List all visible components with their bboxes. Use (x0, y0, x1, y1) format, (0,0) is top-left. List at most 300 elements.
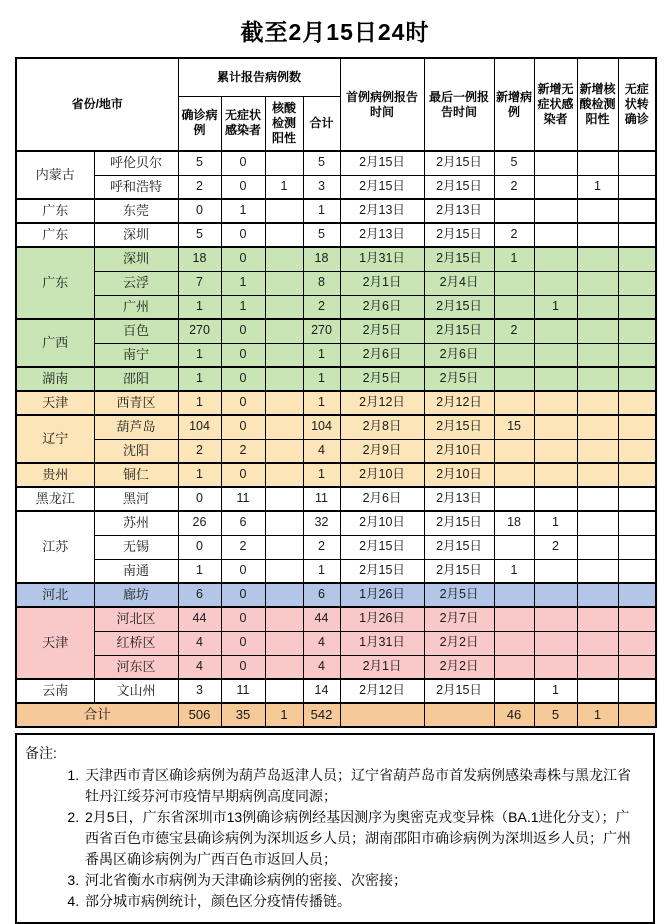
last-report-cell: 2月15日 (424, 319, 494, 343)
subtotal-cell: 44 (303, 607, 340, 631)
new-nucleic-cell (577, 271, 618, 295)
total-label-cell: 合计 (16, 703, 178, 727)
table-row (16, 199, 656, 223)
city-cell: 西青区 (94, 391, 178, 415)
note-item: 4. 部分城市病例统计，颜色区分疫情传播链。 (83, 891, 643, 912)
new-nucleic-cell (577, 655, 618, 679)
new-asymptomatic-cell (534, 367, 577, 391)
subtotal-cell: 4 (303, 631, 340, 655)
asym-to-confirmed-cell (618, 247, 656, 271)
new-asymptomatic-cell: 2 (534, 535, 577, 559)
asymptomatic-cell: 0 (221, 343, 265, 367)
city-cell: 呼伦贝尔 (94, 151, 178, 175)
table-row (16, 607, 656, 631)
new-cases-cell: 46 (494, 703, 534, 727)
first-report-cell: 2月6日 (340, 487, 424, 511)
asym-to-confirmed-cell (618, 439, 656, 463)
province-cell: 云南 (16, 679, 94, 703)
nucleic-cell (265, 487, 303, 511)
new-asymptomatic-cell: 5 (534, 703, 577, 727)
subtotal-cell: 1 (303, 391, 340, 415)
table-row (16, 295, 656, 319)
last-report-cell: 2月2日 (424, 655, 494, 679)
new-cases-cell (494, 607, 534, 631)
province-group (16, 511, 656, 583)
new-nucleic-cell (577, 631, 618, 655)
province-cell: 湖南 (16, 367, 94, 391)
subtotal-cell: 2 (303, 295, 340, 319)
confirmed-cell: 0 (178, 535, 221, 559)
city-cell: 东莞 (94, 199, 178, 223)
new-nucleic-cell (577, 223, 618, 247)
new-cases-cell (494, 391, 534, 415)
nucleic-cell (265, 343, 303, 367)
note-item: 3. 河北省衡水市病例为天津确诊病例的密接、次密接； (83, 870, 643, 891)
asym-to-confirmed-cell (618, 343, 656, 367)
nucleic-cell (265, 607, 303, 631)
subtotal-cell: 1 (303, 463, 340, 487)
first-report-cell: 1月31日 (340, 247, 424, 271)
subtotal-cell: 18 (303, 247, 340, 271)
city-cell: 廊坊 (94, 583, 178, 607)
province-cell: 广西 (16, 319, 94, 367)
asym-to-confirmed-cell (618, 151, 656, 175)
nucleic-cell (265, 679, 303, 703)
subtotal-cell: 32 (303, 511, 340, 535)
asym-to-confirmed-cell (618, 583, 656, 607)
nucleic-cell (265, 583, 303, 607)
new-nucleic-cell (577, 463, 618, 487)
subtotal-cell: 104 (303, 415, 340, 439)
case-table (15, 57, 657, 728)
asym-to-confirmed-cell (618, 511, 656, 535)
city-cell: 黑河 (94, 487, 178, 511)
confirmed-cell: 270 (178, 319, 221, 343)
city-cell: 云浮 (94, 271, 178, 295)
subtotal-cell: 1 (303, 199, 340, 223)
asym-to-confirmed-cell (618, 655, 656, 679)
last-report-cell: 2月15日 (424, 151, 494, 175)
asymptomatic-cell: 0 (221, 391, 265, 415)
province-cell: 广东 (16, 199, 94, 223)
header-asymptomatic: 无症状感染者 (221, 96, 265, 151)
asym-to-confirmed-cell (618, 199, 656, 223)
nucleic-cell (265, 655, 303, 679)
confirmed-cell: 4 (178, 655, 221, 679)
new-cases-cell (494, 583, 534, 607)
province-cell: 天津 (16, 391, 94, 415)
first-report-cell: 1月26日 (340, 583, 424, 607)
new-cases-cell (494, 439, 534, 463)
province-cell: 广东 (16, 247, 94, 319)
first-report-cell (340, 703, 424, 727)
asym-to-confirmed-cell (618, 607, 656, 631)
subtotal-cell: 11 (303, 487, 340, 511)
new-nucleic-cell (577, 679, 618, 703)
last-report-cell: 2月5日 (424, 583, 494, 607)
nucleic-cell (265, 223, 303, 247)
asymptomatic-cell: 0 (221, 583, 265, 607)
subtotal-cell: 4 (303, 439, 340, 463)
province-group (16, 607, 656, 679)
asym-to-confirmed-cell (618, 559, 656, 583)
header-province-city: 省份/地市 (16, 58, 178, 151)
asymptomatic-cell: 6 (221, 511, 265, 535)
first-report-cell: 2月13日 (340, 223, 424, 247)
asym-to-confirmed-cell (618, 271, 656, 295)
last-report-cell: 2月13日 (424, 487, 494, 511)
subtotal-cell: 1 (303, 367, 340, 391)
new-nucleic-cell (577, 367, 618, 391)
notes-label: 备注: (25, 745, 57, 761)
nucleic-cell: 1 (265, 175, 303, 199)
last-report-cell: 2月15日 (424, 247, 494, 271)
province-group (16, 367, 656, 391)
subtotal-cell: 5 (303, 223, 340, 247)
new-asymptomatic-cell: 1 (534, 511, 577, 535)
new-cases-cell: 18 (494, 511, 534, 535)
asymptomatic-cell: 0 (221, 247, 265, 271)
new-asymptomatic-cell (534, 271, 577, 295)
confirmed-cell: 6 (178, 583, 221, 607)
table-row (16, 247, 656, 271)
first-report-cell: 2月15日 (340, 559, 424, 583)
new-cases-cell: 5 (494, 151, 534, 175)
city-cell: 铜仁 (94, 463, 178, 487)
asymptomatic-cell: 0 (221, 319, 265, 343)
new-cases-cell (494, 535, 534, 559)
new-nucleic-cell: 1 (577, 703, 618, 727)
asym-to-confirmed-cell (618, 391, 656, 415)
nucleic-cell (265, 391, 303, 415)
notes-list (25, 765, 643, 912)
total-section (16, 703, 656, 727)
asymptomatic-cell: 35 (221, 703, 265, 727)
confirmed-cell: 506 (178, 703, 221, 727)
confirmed-cell: 3 (178, 679, 221, 703)
first-report-cell: 2月15日 (340, 151, 424, 175)
nucleic-cell (265, 511, 303, 535)
new-cases-cell (494, 655, 534, 679)
header-new-cases: 新增病例 (494, 58, 534, 151)
total-row (16, 703, 656, 727)
new-asymptomatic-cell (534, 631, 577, 655)
table-row (16, 151, 656, 175)
province-group (16, 151, 656, 199)
first-report-cell: 1月26日 (340, 607, 424, 631)
last-report-cell: 2月15日 (424, 295, 494, 319)
new-asymptomatic-cell (534, 319, 577, 343)
new-nucleic-cell (577, 295, 618, 319)
subtotal-cell: 8 (303, 271, 340, 295)
subtotal-cell: 270 (303, 319, 340, 343)
new-cases-cell: 2 (494, 175, 534, 199)
new-asymptomatic-cell (534, 151, 577, 175)
province-group (16, 679, 656, 703)
first-report-cell: 2月1日 (340, 271, 424, 295)
asymptomatic-cell: 0 (221, 175, 265, 199)
asym-to-confirmed-cell (618, 463, 656, 487)
asymptomatic-cell: 2 (221, 439, 265, 463)
subtotal-cell: 5 (303, 151, 340, 175)
new-asymptomatic-cell (534, 439, 577, 463)
table-row (16, 271, 656, 295)
last-report-cell: 2月15日 (424, 679, 494, 703)
nucleic-cell (265, 535, 303, 559)
new-asymptomatic-cell (534, 223, 577, 247)
confirmed-cell: 44 (178, 607, 221, 631)
province-cell: 河北 (16, 583, 94, 607)
nucleic-cell (265, 367, 303, 391)
new-cases-cell (494, 199, 534, 223)
subtotal-cell: 3 (303, 175, 340, 199)
province-group (16, 247, 656, 319)
new-cases-cell: 1 (494, 247, 534, 271)
new-nucleic-cell (577, 583, 618, 607)
nucleic-cell (265, 295, 303, 319)
new-nucleic-cell (577, 511, 618, 535)
confirmed-cell: 0 (178, 487, 221, 511)
asymptomatic-cell: 0 (221, 151, 265, 175)
asymptomatic-cell: 0 (221, 367, 265, 391)
header-new-asymptomatic: 新增无症状感染者 (534, 58, 577, 151)
asymptomatic-cell: 1 (221, 199, 265, 223)
new-nucleic-cell (577, 487, 618, 511)
city-cell: 百色 (94, 319, 178, 343)
nucleic-cell (265, 439, 303, 463)
province-group (16, 583, 656, 607)
last-report-cell: 2月15日 (424, 559, 494, 583)
nucleic-cell (265, 559, 303, 583)
new-nucleic-cell (577, 247, 618, 271)
new-asymptomatic-cell (534, 343, 577, 367)
city-cell: 呼和浩特 (94, 175, 178, 199)
province-cell: 天津 (16, 607, 94, 679)
table-row (16, 631, 656, 655)
asymptomatic-cell: 2 (221, 535, 265, 559)
table-row (16, 463, 656, 487)
last-report-cell: 2月6日 (424, 343, 494, 367)
first-report-cell: 1月31日 (340, 631, 424, 655)
note-item: 2. 2月5日，广东省深圳市13例确诊病例经基因测序为奥密克戎变异株（BA.1进化分支）；广西省百色市德宝县确诊病例为深圳返乡人员；湖南邵阳市确诊病例为深圳返乡人员；广州番禺区确诊病例为广西百色市返回人员； (83, 807, 643, 870)
confirmed-cell: 26 (178, 511, 221, 535)
last-report-cell: 2月4日 (424, 271, 494, 295)
first-report-cell: 2月13日 (340, 199, 424, 223)
asymptomatic-cell: 0 (221, 559, 265, 583)
subtotal-cell: 6 (303, 583, 340, 607)
table-header (16, 58, 656, 151)
new-cases-cell: 2 (494, 223, 534, 247)
table-row (16, 223, 656, 247)
last-report-cell: 2月15日 (424, 511, 494, 535)
asym-to-confirmed-cell (618, 175, 656, 199)
nucleic-cell: 1 (265, 703, 303, 727)
confirmed-cell: 2 (178, 439, 221, 463)
last-report-cell: 2月2日 (424, 631, 494, 655)
new-cases-cell: 2 (494, 319, 534, 343)
last-report-cell (424, 703, 494, 727)
province-group (16, 391, 656, 415)
subtotal-cell: 1 (303, 559, 340, 583)
confirmed-cell: 5 (178, 223, 221, 247)
new-nucleic-cell (577, 199, 618, 223)
new-asymptomatic-cell (534, 247, 577, 271)
first-report-cell: 2月12日 (340, 679, 424, 703)
city-cell: 无锡 (94, 535, 178, 559)
new-asymptomatic-cell (534, 655, 577, 679)
header-cumulative: 累计报告病例数 (178, 58, 340, 96)
nucleic-cell (265, 271, 303, 295)
asym-to-confirmed-cell (618, 223, 656, 247)
header-subtotal: 合计 (303, 96, 340, 151)
new-nucleic-cell (577, 559, 618, 583)
first-report-cell: 2月1日 (340, 655, 424, 679)
first-report-cell: 2月10日 (340, 511, 424, 535)
new-nucleic-cell (577, 391, 618, 415)
last-report-cell: 2月15日 (424, 223, 494, 247)
confirmed-cell: 2 (178, 175, 221, 199)
last-report-cell: 2月15日 (424, 175, 494, 199)
asymptomatic-cell: 11 (221, 679, 265, 703)
asym-to-confirmed-cell (618, 295, 656, 319)
last-report-cell: 2月7日 (424, 607, 494, 631)
last-report-cell: 2月15日 (424, 535, 494, 559)
subtotal-cell: 542 (303, 703, 340, 727)
table-row (16, 175, 656, 199)
table-row (16, 391, 656, 415)
province-group (16, 415, 656, 463)
nucleic-cell (265, 247, 303, 271)
nucleic-cell (265, 631, 303, 655)
city-cell: 南宁 (94, 343, 178, 367)
city-cell: 河东区 (94, 655, 178, 679)
first-report-cell: 2月10日 (340, 463, 424, 487)
new-asymptomatic-cell: 1 (534, 295, 577, 319)
nucleic-cell (265, 151, 303, 175)
asymptomatic-cell: 11 (221, 487, 265, 511)
new-cases-cell (494, 679, 534, 703)
table-row (16, 487, 656, 511)
city-cell: 沈阳 (94, 439, 178, 463)
new-nucleic-cell (577, 151, 618, 175)
new-asymptomatic-cell (534, 391, 577, 415)
confirmed-cell: 1 (178, 367, 221, 391)
table-row (16, 559, 656, 583)
new-nucleic-cell (577, 343, 618, 367)
new-cases-cell: 15 (494, 415, 534, 439)
first-report-cell: 2月5日 (340, 319, 424, 343)
city-cell: 葫芦岛 (94, 415, 178, 439)
province-cell: 贵州 (16, 463, 94, 487)
asym-to-confirmed-cell (618, 319, 656, 343)
last-report-cell: 2月13日 (424, 199, 494, 223)
first-report-cell: 2月12日 (340, 391, 424, 415)
new-asymptomatic-cell (534, 607, 577, 631)
city-cell: 邵阳 (94, 367, 178, 391)
subtotal-cell: 2 (303, 535, 340, 559)
page-title: 截至2月15日24时 (240, 19, 430, 45)
new-asymptomatic-cell (534, 559, 577, 583)
asymptomatic-cell: 0 (221, 607, 265, 631)
confirmed-cell: 0 (178, 199, 221, 223)
asym-to-confirmed-cell (618, 487, 656, 511)
header-confirmed: 确诊病例 (178, 96, 221, 151)
table-row (16, 367, 656, 391)
new-asymptomatic-cell (534, 415, 577, 439)
asymptomatic-cell: 0 (221, 655, 265, 679)
last-report-cell: 2月5日 (424, 367, 494, 391)
last-report-cell: 2月15日 (424, 415, 494, 439)
province-group (16, 199, 656, 223)
new-asymptomatic-cell (534, 199, 577, 223)
confirmed-cell: 1 (178, 463, 221, 487)
province-group (16, 487, 656, 511)
last-report-cell: 2月10日 (424, 439, 494, 463)
table-row (16, 679, 656, 703)
new-cases-cell (494, 367, 534, 391)
city-cell: 广州 (94, 295, 178, 319)
nucleic-cell (265, 415, 303, 439)
asym-to-confirmed-cell (618, 679, 656, 703)
first-report-cell: 2月15日 (340, 535, 424, 559)
first-report-cell: 2月5日 (340, 367, 424, 391)
first-report-cell: 2月8日 (340, 415, 424, 439)
new-asymptomatic-cell (534, 487, 577, 511)
asym-to-confirmed-cell (618, 367, 656, 391)
notes-box (15, 733, 655, 924)
city-cell: 深圳 (94, 247, 178, 271)
subtotal-cell: 1 (303, 343, 340, 367)
first-report-cell: 2月9日 (340, 439, 424, 463)
subtotal-cell: 4 (303, 655, 340, 679)
new-asymptomatic-cell (534, 463, 577, 487)
first-report-cell: 2月15日 (340, 175, 424, 199)
asym-to-confirmed-cell (618, 703, 656, 727)
asym-to-confirmed-cell (618, 631, 656, 655)
city-cell: 苏州 (94, 511, 178, 535)
note-item: 1. 天津西市青区确诊病例为葫芦岛返津人员；辽宁省葫芦岛市首发病例感染毒株与黑龙江省牡丹江绥芬河市疫情早期病例高度同源； (83, 765, 643, 807)
table-row (16, 439, 656, 463)
province-group (16, 319, 656, 367)
asymptomatic-cell: 0 (221, 463, 265, 487)
table-row (16, 511, 656, 535)
city-cell: 文山州 (94, 679, 178, 703)
province-group (16, 223, 656, 247)
city-cell: 南通 (94, 559, 178, 583)
city-cell: 深圳 (94, 223, 178, 247)
asymptomatic-cell: 0 (221, 415, 265, 439)
province-cell: 黑龙江 (16, 487, 94, 511)
confirmed-cell: 1 (178, 295, 221, 319)
new-cases-cell (494, 295, 534, 319)
confirmed-cell: 4 (178, 631, 221, 655)
asymptomatic-cell: 1 (221, 271, 265, 295)
confirmed-cell: 7 (178, 271, 221, 295)
first-report-cell: 2月6日 (340, 295, 424, 319)
new-nucleic-cell (577, 535, 618, 559)
new-cases-cell (494, 487, 534, 511)
province-cell: 江苏 (16, 511, 94, 583)
table-row (16, 583, 656, 607)
province-cell: 内蒙古 (16, 151, 94, 199)
asymptomatic-cell: 0 (221, 223, 265, 247)
city-cell: 红桥区 (94, 631, 178, 655)
new-cases-cell (494, 463, 534, 487)
asym-to-confirmed-cell (618, 415, 656, 439)
table-row (16, 535, 656, 559)
header-new-nucleic: 新增核酸检测阳性 (577, 58, 618, 151)
confirmed-cell: 18 (178, 247, 221, 271)
